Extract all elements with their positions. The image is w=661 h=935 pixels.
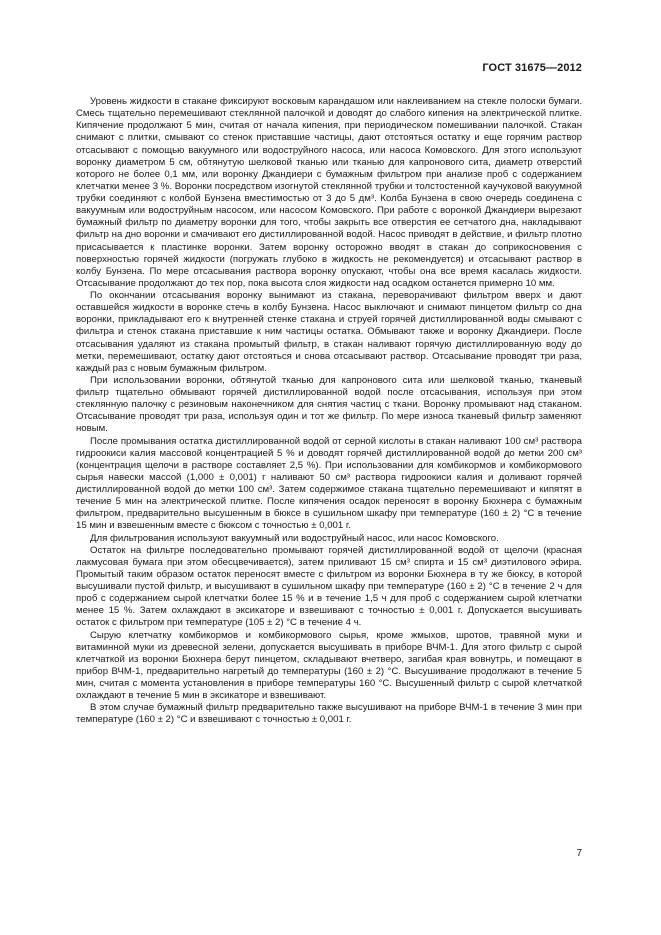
paragraph-after-suction: По окончании отсасывания воронку вынимают из стакана, переворачивают фильтром вверх и дают оставшейся жидкости в воронке стечь в колбу Бунзена. Насос выключают и снимают пинцетом фильтр со дна воронки, прикладывают его к внутренней стенке стакана и струей горячей дистиллированной воды смывают с фильтра и стенок стакана приставшие к ним частицы остатка. Обмывают также и воронку Джандиери. После отсасывания удаляют из стакана промытый фильтр, в стакан наливают горячую дистиллированную воду до метки, перемешивают, остатку дают отстояться и снова отсасывают раствор. Отсасывание проводят три раза, каждый раз с новым бумажным фильтром. xyxy=(76,290,582,374)
body-text xyxy=(76,96,582,727)
paragraph-vchm-drying: Сырую клетчатку комбикормов и комбикормового сырья, кроме жмыхов, шротов, травяной муки и витаминной муки из древесной зелени, допускается высушивать в приборе ВЧМ-1. Для этого фильтр с сырой клетчаткой из воронки Бюхнера берут пинцетом, складывают вчетверо, загибая края вовнутрь, и помещают в прибор ВЧМ-1, предварительно нагретый до температуры (160 ± 2) °С. Высушивание продолжают в течение 5 мин, считая с момента установления в приборе температуры 160 °С. Высушенный фильтр с сырой клетчаткой охлаждают в течение 5 мин в эксикаторе и взвешивают. xyxy=(76,629,582,702)
paragraph-paper-filter-drying: В этом случае бумажный фильтр предварительно также высушивают на приборе ВЧМ-1 в течение 3 мин при температуре (160 ± 2) °С и взвешивают с точностью ± 0,001 г. xyxy=(76,702,582,726)
paragraph-fabric-funnel: При использовании воронки, обтянутой тканью для капронового сита или шелковой тканью, тканевый фильтр тщательно обмывают горячей дистиллированной водой после отсасывания, используя при этом стеклянную палочку с резиновым наконечником для снятия частиц с ткани. Воронку промывают над стаканом. Отсасывание проводят три раза, используя один и тот же фильтр. По мере износа тканевый фильтр заменяют новым. xyxy=(76,374,582,435)
paragraph-liquid-level: Уровень жидкости в стакане фиксируют восковым карандашом или наклеиванием на стекле полоски бумаги. Смесь тщательно перемешивают стеклянной палочкой и доводят до слабого кипения на электрической плитке. Кипячение продолжают 5 мин, считая от начала кипения, при периодическом помешивании палочкой. Стакан снимают с плитки, смывают со стенок приставшие частицы, дают отстояться остатку и еще горячим раствор отсасывают с помощью вакуумного или водоструйного насоса, или насоса Комовского. Для этого используют воронку диаметром 5 см, обтянутую шелковой тканью или тканью для капронового сита, диаметр отверстий которого не более 0,1 мм, или воронку Джандиери с бумажным фильтром при анализе проб с содержанием клетчатки менее 3 %. Воронки посредством изогнутой стеклянной трубки и толстостенной каучуковой вакуумной трубки соединяют с колбой Бунзена вместимостью от 3 до 5 дм³. Колба Бунзена в свою очередь соединена с вакуумным или водоструйным насосом, или насосом Комовского. При работе с воронкой Джандиери вырезают бумажный фильтр по диаметру воронки для того, чтобы закрыть все отверстия ее сетчатого дна, накладывают фильтр на дно воронки и смачивают его дистиллированной водой. Насос приводят в действие, и фильтр плотно присасывается к пластинке воронки. Затем воронку осторожно вводят в стакан до соприкосновения с поверхностью горячей жидкости (погружать глубоко в жидкость не рекомендуется) и отсасывают раствор в колбу Бунзена. По мере отсасывания раствора воронку опускают, чтобы она все время касалась жидкости. Отсасывание продолжают до тех пор, пока высота слоя жидкости над осадком останется примерно 10 мм. xyxy=(76,96,582,289)
page-number: 7 xyxy=(576,848,582,859)
paragraph-residue-wash: Остаток на фильтре последовательно промывают горячей дистиллированной водой от щелочи (красная лакмусовая бумага при этом обесцвечивается), затем приливают 15 см³ спирта и 15 см³ диэтилового эфира. Промытый таким образом остаток переносят вместе с фильтром из воронки Бюхнера в ту же бюксу, в которой высушивали пустой фильтр, и высушивают в сушильном шкафу при температуре (160 ± 2) °С в течение 2 ч для проб с содержанием сырой клетчатки более 15 % и в течение 1,5 ч для проб с содержанием сырой клетчатки менее 15 %. Затем охлаждают в эксикаторе и взвешивают с точностью ± 0,001 г. Допускается высушивать остаток с фильтром при температуре (105 ± 2) °С в течение 4 ч. xyxy=(76,544,582,629)
paragraph-filtration-pump: Для фильтрования используют вакуумный или водоструйный насос, или насос Комовского. xyxy=(90,532,499,544)
paragraph-koh-treatment: После промывания остатка дистиллированной водой от серной кислоты в стакан наливают 100 см³ раствора гидроокиси калия массовой концентрацией 5 % и доводят горячей дистиллированной водой до метки 200 см³ (концентрация щелочи в растворе составляет 2,5 %). При использовании для комбикормов и комбикормового сырья навески массой (1,000 ± 0,001) г наливают 50 см³ раствора гидроокиси калия и доливают горячей дистиллированной водой до метки 100 см³. Затем содержимое стакана тщательно перемешивают и кипятят в течение 5 мин на электрической плитке. После кипячения осадок переносят в воронку Бюхнера с бумажным фильтром, предварительно высушенным в бюксе в сушильном шкафу при температуре (160 ± 2) °С в течение 15 мин и взвешенным вместе с бюксом с точностью ± 0,001 г. xyxy=(76,435,582,532)
standard-header: ГОСТ 31675—2012 xyxy=(482,62,582,74)
